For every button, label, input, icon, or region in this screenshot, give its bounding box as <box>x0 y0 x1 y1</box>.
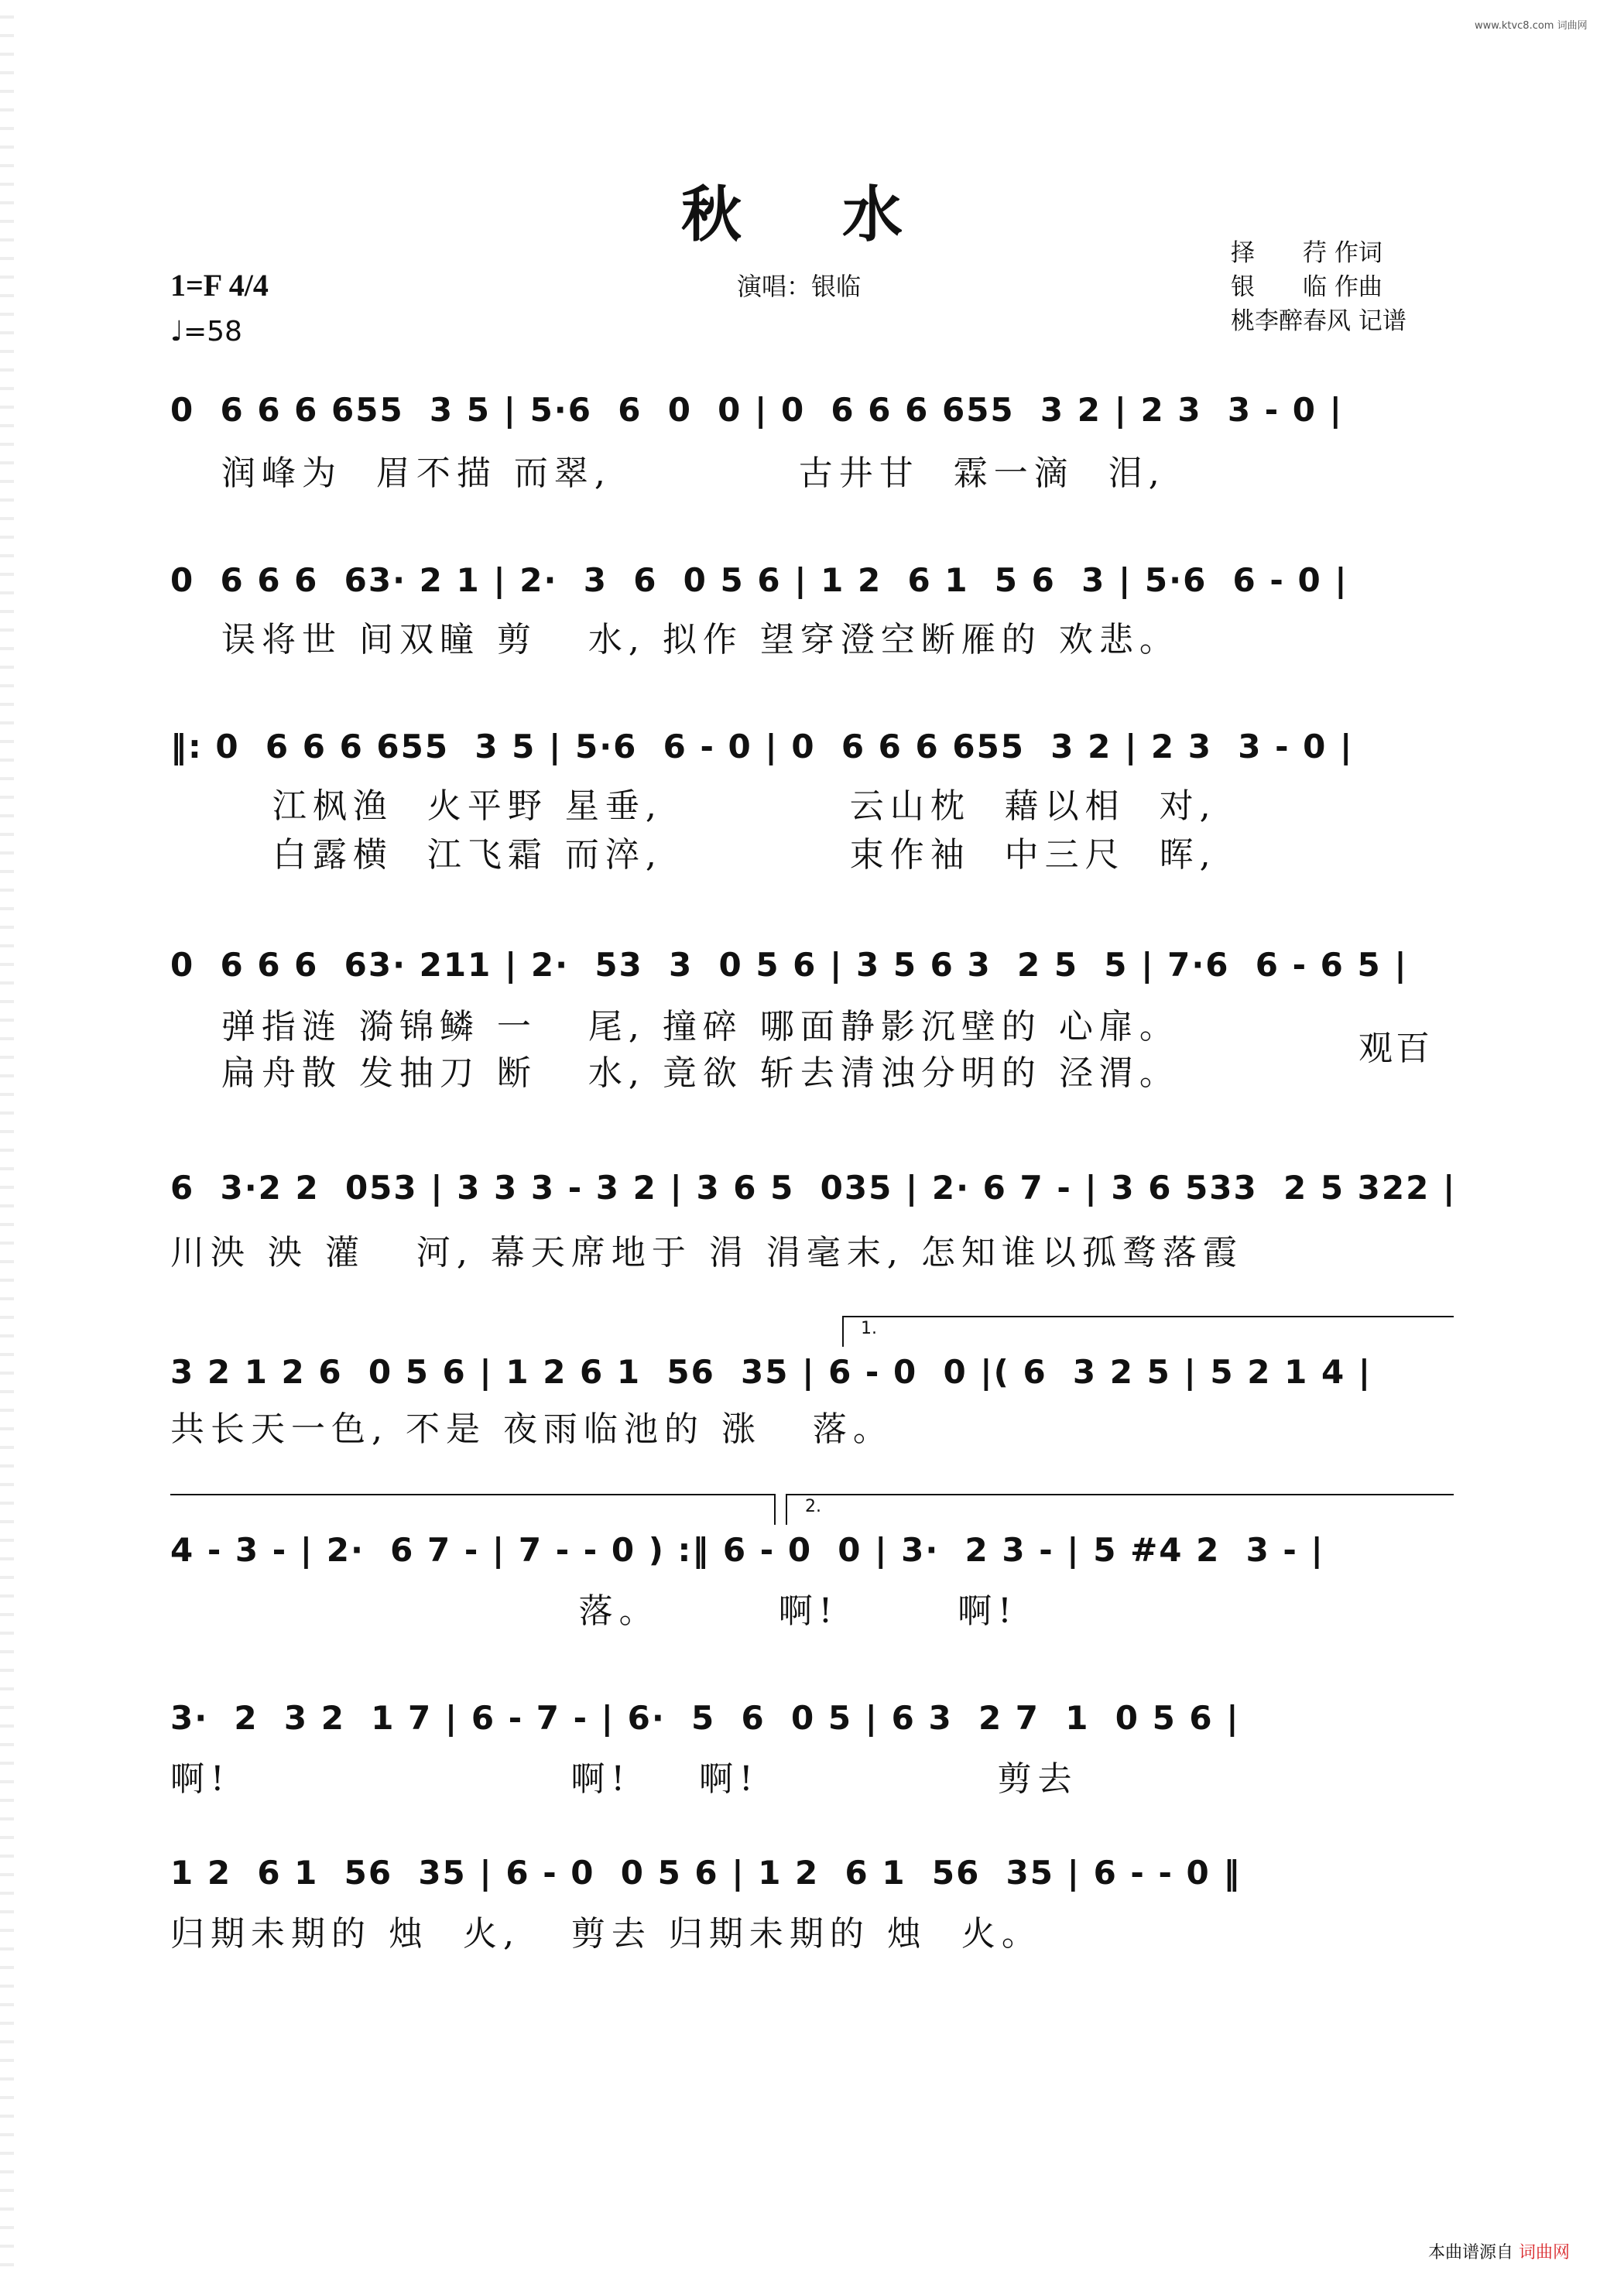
page-edge-strip <box>0 0 14 2281</box>
tempo-marking: ♩=58 <box>170 316 242 348</box>
transcriber-credit: 桃李醉春风 记谱 <box>1231 307 1406 335</box>
footer-source <box>1428 2239 1570 2263</box>
lyric-row-5: 川泱 泱 灌 河, 幕天席地于 涓 涓毫末, 怎知谁以孤鹜落霞 <box>170 1233 1243 1272</box>
score-row-9: 1 2 6 1 56 35 | 6 - 0 0 5 6 | 1 2 6 1 56 35 | 6 - - 0 ‖ <box>170 1854 1242 1892</box>
score-row-5: 6 3·2 2 053 | 3 3 3 - 3 2 | 3 6 5 035 | 2· 6 7 - | 3 6 533 2 5 322 | <box>170 1169 1457 1207</box>
footer-source-text: 本曲谱源自 <box>1428 2243 1514 2262</box>
score-row-8: 3· 2 3 2 1 7 | 6 - 7 - | 6· 5 6 0 5 | 6 3 2 7 1 0 5 6 | <box>170 1699 1240 1737</box>
key-signature: 1=F 4/4 <box>170 268 269 303</box>
score-row-7: 4 - 3 - | 2· 6 7 - | 7 - - 0 ) :‖ 6 - 0 0 | 3· 2 3 - | 5 #4 2 3 - | <box>170 1531 1324 1569</box>
score-row-4: 0 6 6 6 63· 211 | 2· 53 3 0 5 6 | 3 5 6 3 2 5 5 | 7·6 6 - 6 5 | <box>170 946 1408 984</box>
singer-label: 演唱：银临 <box>737 272 862 301</box>
lyric-row-3a: 江枫渔 火平野 星垂, 云山枕 藉以相 对, <box>170 786 1217 826</box>
credits-block <box>1231 236 1406 338</box>
composer-credit: 银 临 作曲 <box>1231 273 1382 301</box>
footer-site-link[interactable]: 词曲网 <box>1519 2243 1571 2262</box>
volta1-bracket-left <box>842 1316 844 1347</box>
volta1-bracket <box>842 1316 1454 1317</box>
lyricist-credit: 择 荇 作词 <box>1231 239 1382 267</box>
lyric-row-8: 啊! 啊! 啊! 剪去 <box>170 1759 1078 1799</box>
lyric-row-3b: 白露横 江飞霜 而淬, 束作袖 中三尺 晖, <box>170 835 1217 875</box>
page-title: 秋水 <box>681 180 1004 250</box>
volta1-continuation <box>170 1494 774 1495</box>
lyric-row-4a: 弹指涟 漪锦鳞 一 尾, 撞碎 哪面静影沉壁的 心扉。 <box>170 1007 1180 1046</box>
volta1-label: 1. <box>861 1319 877 1338</box>
lyric-row-2: 误将世 间双瞳 剪 水, 拟作 望穿澄空断雁的 欢悲。 <box>170 620 1180 659</box>
lyric-row-6: 共长天一色, 不是 夜雨临池的 涨 落。 <box>170 1409 893 1449</box>
lyric-row-7: 落。 啊! 啊! <box>170 1591 1018 1631</box>
score-row-3: ‖: 0 6 6 6 655 3 5 | 5·6 6 - 0 | 0 6 6 6 655 3 2 | 2 3 3 - 0 | <box>170 728 1354 765</box>
volta2-label: 2. <box>805 1497 821 1516</box>
lyric-side-note: 观百 <box>1358 1029 1433 1068</box>
volta1-end <box>774 1494 776 1525</box>
lyric-row-4b: 扁舟散 发抽刀 断 水, 竟欲 斩去清浊分明的 泾渭。 <box>170 1053 1180 1093</box>
score-row-2: 0 6 6 6 63· 2 1 | 2· 3 6 0 5 6 | 1 2 6 1 5 6 3 | 5·6 6 - 0 | <box>170 561 1348 599</box>
score-row-1: 0 6 6 6 655 3 5 | 5·6 6 0 0 | 0 6 6 6 655 3 2 | 2 3 3 - 0 | <box>170 391 1343 429</box>
score-row-6: 3 2 1 2 6 0 5 6 | 1 2 6 1 56 35 | 6 - 0 0 |( 6 3 2 5 | 5 2 1 4 | <box>170 1353 1372 1391</box>
lyric-row-9: 归期未期的 烛 火, 剪去 归期未期的 烛 火。 <box>170 1914 1042 1954</box>
watermark: www.ktvc8.com 词曲网 <box>1475 20 1588 32</box>
volta2-bracket <box>786 1494 1454 1495</box>
volta2-bracket-left <box>786 1494 787 1525</box>
lyric-row-1: 润峰为 眉不描 而翠, 古井甘 霖一滴 泪, <box>170 454 1166 493</box>
